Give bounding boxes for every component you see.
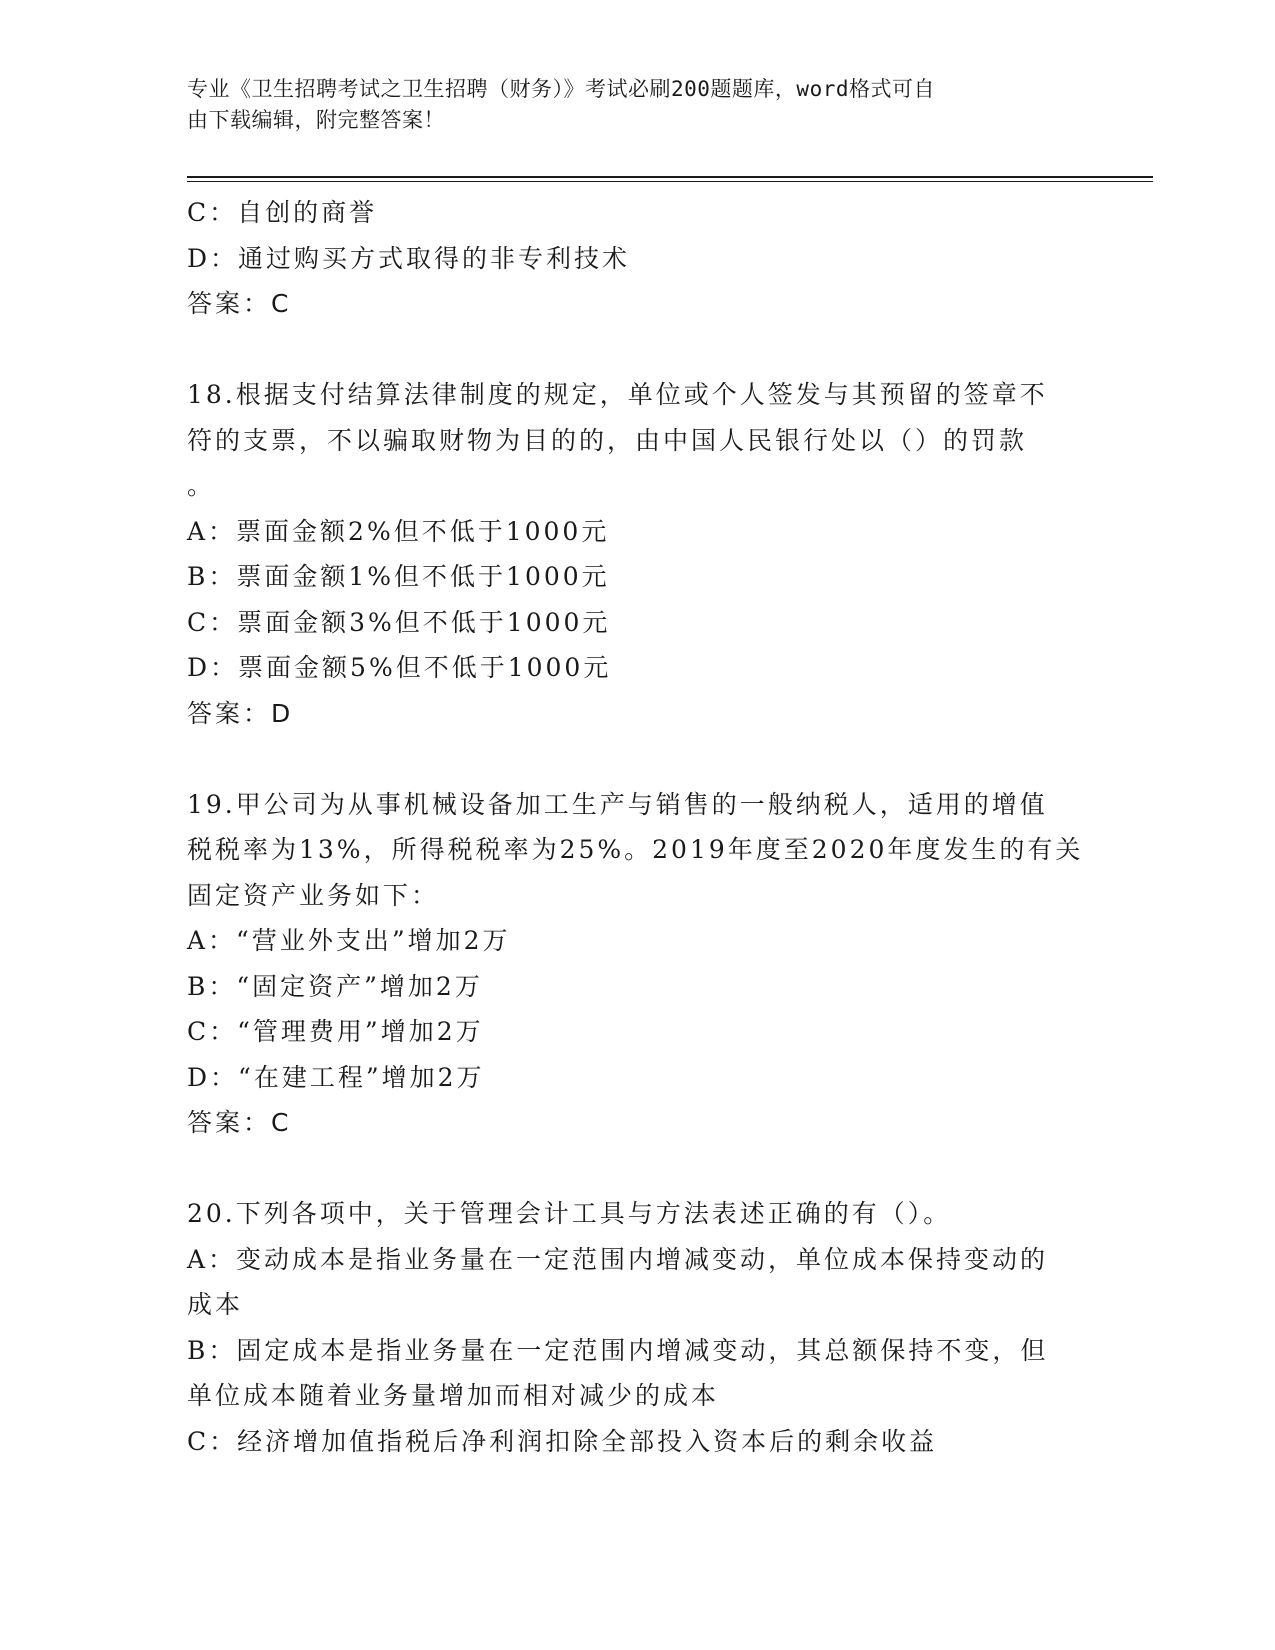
option-c: C：票面金额3%但不低于1000元 bbox=[187, 607, 611, 637]
option-b-continuation: 单位成本随着业务量增加而相对减少的成本 bbox=[187, 1381, 720, 1410]
header-line-2: 由下载编辑，附完整答案！ bbox=[187, 108, 445, 132]
question-text-line: 固定资产业务如下： bbox=[187, 880, 440, 910]
option-c: C：自创的商誉 bbox=[187, 198, 378, 227]
option-a: A：“营业外支出”增加2万 bbox=[187, 926, 511, 955]
header-divider-thick bbox=[187, 176, 1153, 178]
option-c: C：经济增加值指税后净利润扣除全部投入资本后的剩余收益 bbox=[187, 1426, 938, 1456]
option-a: A：变动成本是指业务量在一定范围内增减变动，单位成本保持变动的 bbox=[187, 1244, 1049, 1274]
question-20 bbox=[187, 1191, 1087, 1464]
question-18 bbox=[187, 372, 1087, 736]
question-text-line: 符的支票，不以骗取财物为目的的，由中国人民银行处以（）的罚款 bbox=[187, 425, 1028, 455]
document-body bbox=[187, 190, 1087, 1464]
option-a: A：票面金额2%但不低于1000元 bbox=[187, 516, 610, 546]
question-19 bbox=[187, 782, 1087, 1146]
header-line-1: 专业《卫生招聘考试之卫生招聘（财务）》考试必刷200题题库，word格式可自 bbox=[187, 77, 935, 101]
question-text-line: 税税率为13%，所得税税率为25%。2019年度至2020年度发生的有关 bbox=[187, 835, 1084, 864]
option-b: B：票面金额1%但不低于1000元 bbox=[187, 562, 610, 591]
option-b: B：固定成本是指业务量在一定范围内增减变动，其总额保持不变，但 bbox=[187, 1335, 1049, 1365]
question-text-line: 。 bbox=[187, 471, 216, 500]
spacer bbox=[187, 327, 1087, 373]
answer-line: 答案：C bbox=[187, 289, 292, 318]
option-d: D：“在建工程”增加2万 bbox=[187, 1062, 485, 1092]
spacer bbox=[187, 736, 1087, 782]
option-d: D：通过购买方式取得的非专利技术 bbox=[187, 243, 631, 273]
answer-line: 答案：D bbox=[187, 698, 294, 728]
spacer bbox=[187, 1146, 1087, 1192]
option-c: C：“管理费用”增加2万 bbox=[187, 1017, 484, 1046]
question-17-tail bbox=[187, 190, 1087, 327]
question-text-line: 18.根据支付结算法律制度的规定，单位或个人签发与其预留的签章不 bbox=[187, 380, 1048, 409]
page-header bbox=[187, 74, 1067, 136]
option-b: B：“固定资产”增加2万 bbox=[187, 971, 483, 1001]
header-divider-thin bbox=[187, 181, 1153, 182]
option-d: D：票面金额5%但不低于1000元 bbox=[187, 653, 612, 682]
answer-line: 答案：C bbox=[187, 1108, 292, 1137]
question-text-line: 19.甲公司为从事机械设备加工生产与销售的一般纳税人，适用的增值 bbox=[187, 789, 1048, 819]
option-a-continuation: 成本 bbox=[187, 1290, 244, 1319]
question-text-line: 20.下列各项中，关于管理会计工具与方法表述正确的有（）。 bbox=[187, 1199, 952, 1228]
